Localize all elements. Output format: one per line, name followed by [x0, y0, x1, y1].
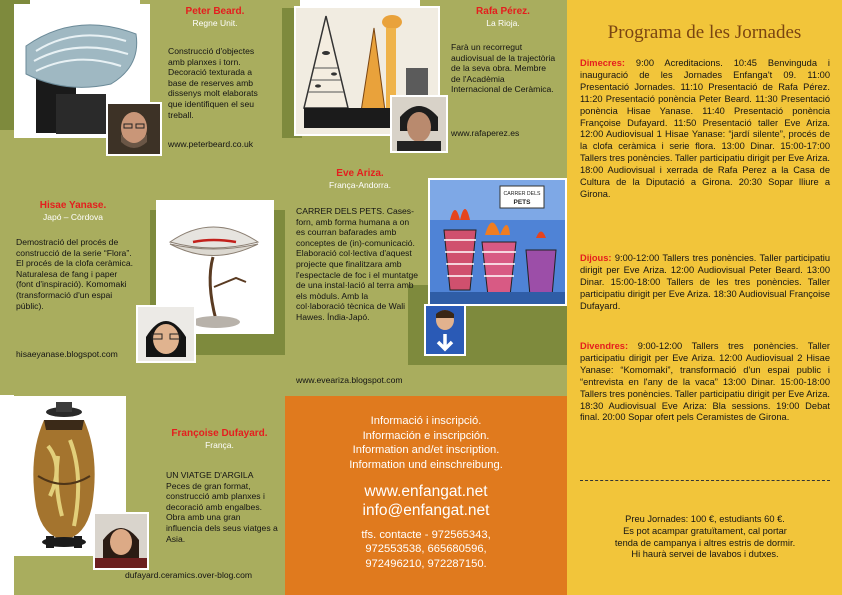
- peter-bio: Construcció d'objectes amb planxes i torn. Decoració texturada a base de reserves amb dissenys molt elaborats que identifiquen el seu treball.: [168, 46, 258, 120]
- day-text-thursday: 9:00-12:00 Tallers tres ponències. Taller participatiu dirigit per Eve Ariza. 12:00 Audiovisual Peter Beard. 13:00 Dinar. 15:00-18:00 Tallers de les tres ponències. Taller participatiu dirigit per Eve Ariza. 18:30 Audiovisual Françoise Dufayard.: [580, 253, 830, 311]
- peter-name: Peter Beard.: [185, 6, 245, 17]
- eve-portrait: [424, 304, 466, 356]
- info-phones-2: 972553538, 665680596,: [365, 543, 487, 556]
- eve-artwork-photo: [428, 178, 567, 306]
- eve-website[interactable]: www.eveariza.blogspot.com: [296, 375, 403, 385]
- eve-place: França-Andorra.: [329, 180, 391, 190]
- program-divider: [580, 480, 830, 481]
- info-phones-1: tfs. contacte - 972565343,: [361, 529, 491, 541]
- rafa-portrait: [390, 95, 448, 153]
- info-line-es: Información e inscripción.: [362, 429, 490, 442]
- program-day-wednesday: [580, 58, 830, 201]
- rafa-bio: Farà un recorregut audiovisual de la trajectòria de la seva obra. Membre de l'Acadèmia Internacional de Ceràmica.: [451, 42, 556, 95]
- info-phones-3: 972496210, 972287150.: [365, 557, 487, 570]
- price-line-3: tenda de campanya i altres estris de dormir.: [614, 537, 796, 548]
- info-website[interactable]: www.enfangat.net: [364, 483, 488, 500]
- francoise-bio: UN VIATGE D'ARGILA Peces de gran format, construcció amb planxes i decoració amb engalbes. Obra amb una gran influencia dels seus viatges a Asia.: [166, 470, 278, 544]
- info-line-de: Information und einschreibung.: [349, 458, 503, 471]
- carrer-dels-pets-sign: CARRER DELS: [503, 191, 541, 197]
- info-box: [285, 396, 567, 595]
- info-contact: [285, 482, 567, 520]
- info-intro: [285, 414, 567, 472]
- info-phones: [285, 528, 567, 571]
- rafa-place: La Rioja.: [486, 18, 520, 28]
- francoise-portrait: [93, 512, 149, 570]
- day-label-friday: Divendres:: [580, 341, 629, 351]
- price-line-2: Es pot acampar gratuïtament, cal portar: [623, 525, 787, 536]
- peter-website[interactable]: www.peterbeard.co.uk: [168, 139, 254, 149]
- peter-place: Regne Unit.: [192, 18, 238, 28]
- francoise-place: França.: [205, 440, 234, 450]
- francoise-website[interactable]: dufayard.ceramics.over-blog.com: [125, 570, 253, 580]
- hisae-bio: Demostració del procés de construcció de la serie “Flora”. El procés de la clofa ceràmica. Naturalesa de fang i paper (font d'inspiració). Komomaki (transformació d'un espai públic).: [16, 237, 134, 311]
- day-text-friday: 9:00-12:00 Tallers tres ponències. Taller participatiu dirigit per Eve Ariza. 12:00 Audiovisual 2 Hisae Yanase: “Komomaki”, transformació d'un espai public i “entrevista en l'any de la vaca” 13:00 Dinar. 15:00-18:00 Tallers tres ponències. Taller participatiu dirigit per Eve Ariza. 18:30 Audiovisual Eve Ariza: Bla sessions. 19:00 Debat final. 20:00 Sopar ofert pels Ceramistes de Girona.: [580, 341, 830, 423]
- price-block: [580, 514, 830, 561]
- svg-text:PETS: PETS: [513, 199, 531, 206]
- hisae-place: Japó – Còrdova: [42, 212, 103, 222]
- day-label-wednesday: Dimecres:: [580, 58, 625, 68]
- info-email[interactable]: info@enfangat.net: [362, 502, 490, 519]
- program-panel: [567, 0, 842, 595]
- price-line-1: Preu Jornades: 100 €, estudiants 60 €.: [625, 514, 785, 524]
- day-label-thursday: Dijous:: [580, 253, 612, 263]
- francoise-name: Françoise Dufayard.: [171, 428, 268, 439]
- rafa-name: Rafa Pérez.: [476, 6, 530, 17]
- hisae-name: Hisae Yanase.: [39, 200, 107, 211]
- eve-bio: CARRER DELS PETS. Cases-forn, amb forma humana a on es courran bafarades amb conceptes de (in)-comunicació. Elaboració col·lectiva d'aquest projecte que finalitzara amb l'espectacle de foc i el muntatge de una instal·lació al terra amb els mòduls. Amb la col·laboració tècnica de Wali Hawes. Índia-Japó.: [296, 206, 419, 322]
- price-line-4: Hi haurà servei de lavabos i dutxes.: [631, 549, 779, 560]
- rafa-website[interactable]: www.rafaperez.es: [451, 128, 520, 138]
- hisae-website[interactable]: hisaeyanase.blogspot.com: [16, 349, 118, 359]
- program-day-thursday: [580, 253, 830, 313]
- program-day-friday: [580, 341, 830, 424]
- eve-name: Eve Ariza.: [336, 168, 384, 179]
- peter-portrait: [106, 102, 162, 156]
- hisae-portrait: [136, 305, 196, 363]
- day-text-wednesday: 9:00 Acreditacions. 10:45 Benvinguda i inauguració de les Jornades Enfanga't 09. 11:00 Presentació Jornades. 11:10 Presentació de Rafa Pérez. 11:20 Presentació ponència Peter Beard. 11:30 Presentació ponència Hisae Yanase. 11:40 Presentació ponència Françoise Dufayard. 11:50 Presentació taller Eve Ariza. 12:00 Audiovisual 1 Hisae Yanase: “jardí silente”, procés de la clofa ceràmica i serie flora. 13:00 Dinar. 15:00-17:00 Tallers tres ponències. Taller participatiu dirigit per Eve Ariza. 18:00 Audiovisual i xerrada de Rafa Perez a la Casa de Cultura de la Diputació a Girona. 20:30 Sopar lliure a Girona.: [580, 58, 830, 199]
- info-line-ca: Informació i inscripció.: [370, 415, 482, 427]
- program-title: Programa de les Jornades: [607, 22, 802, 43]
- info-line-en: Information and/et inscription.: [352, 444, 500, 456]
